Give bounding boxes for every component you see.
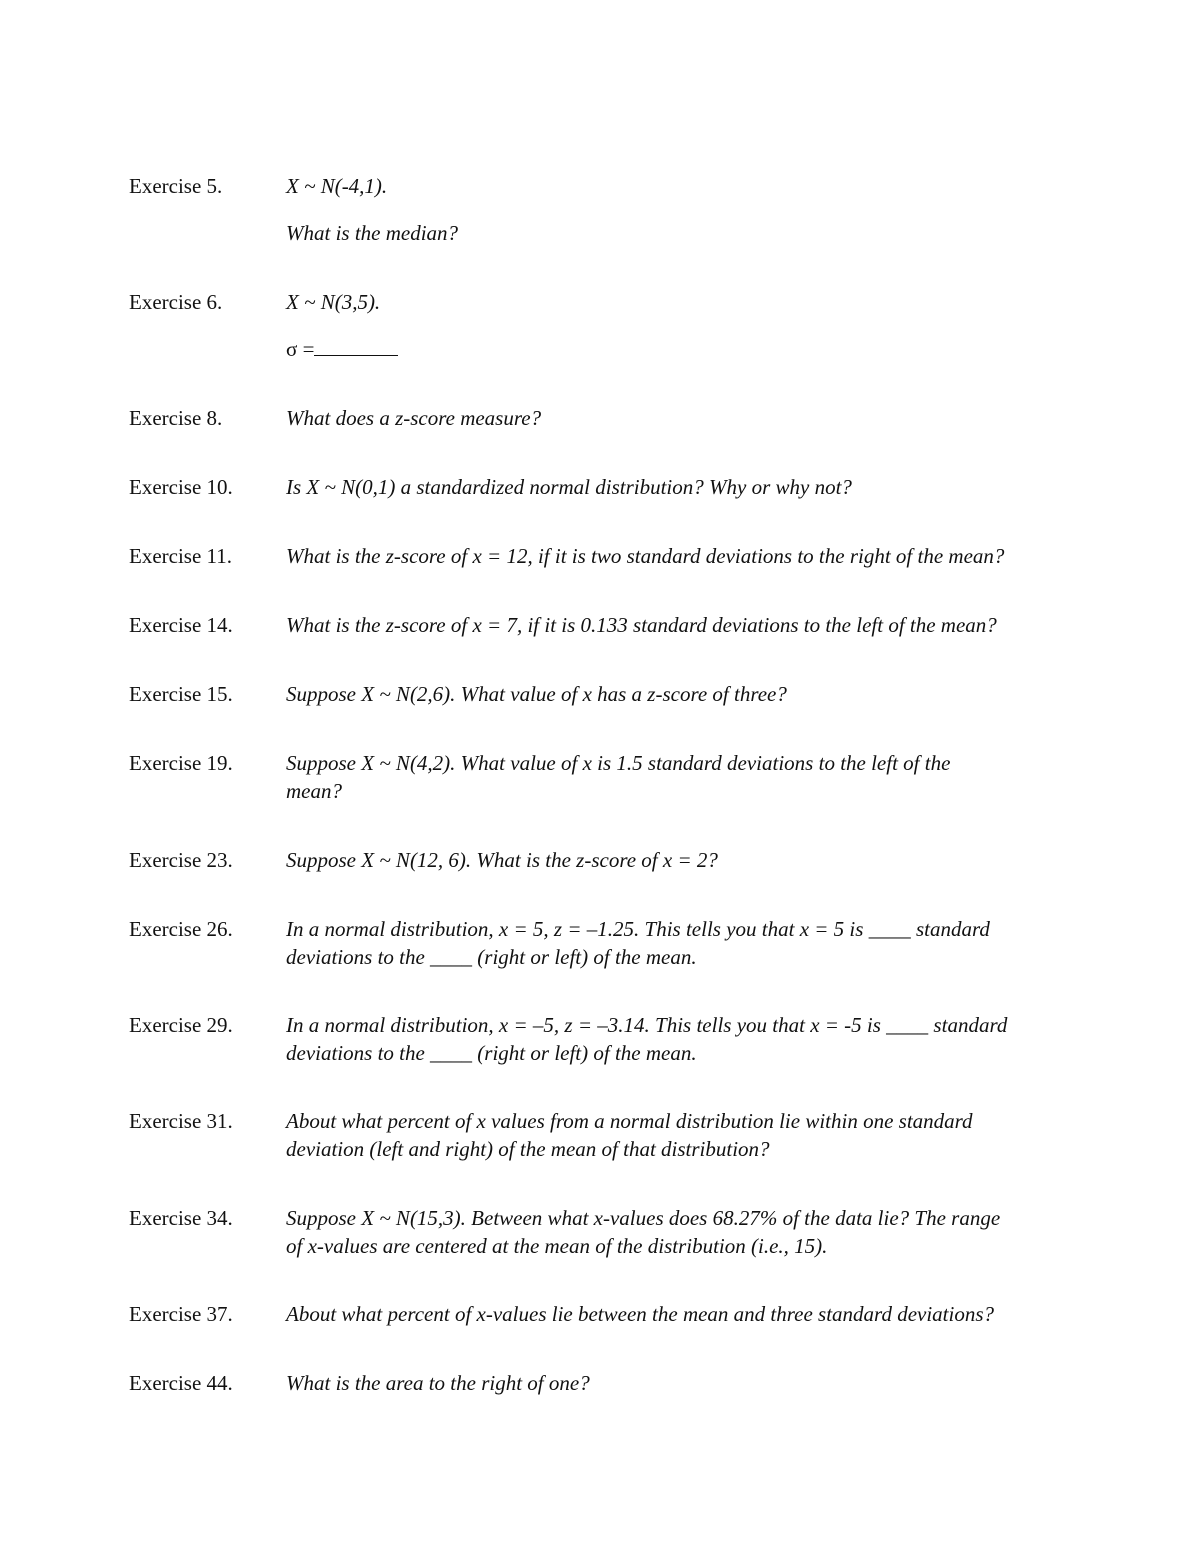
exercise-line: deviation (left and right) of the mean of that distribution? — [286, 1137, 770, 1161]
exercise-line: X ~ N(-4,1). — [286, 174, 388, 198]
exercise-31 — [129, 1107, 1109, 1163]
exercise-line: What is the median? — [286, 221, 459, 245]
exercise-text — [286, 1300, 1109, 1328]
exercise-text — [286, 680, 1109, 708]
exercise-10 — [129, 473, 1109, 501]
exercise-label: Exercise 15. — [129, 682, 233, 706]
exercise-label: Exercise 14. — [129, 613, 233, 637]
exercise-text — [286, 749, 1109, 805]
exercise-line: In a normal distribution, x = –5, z = –3.14. This tells you that x = -5 is ____ standard — [286, 1013, 1008, 1037]
exercise-label: Exercise 37. — [129, 1302, 233, 1326]
exercise-line: deviations to the ____ (right or left) of the mean. — [286, 1041, 697, 1065]
exercise-label: Exercise 23. — [129, 848, 233, 872]
exercise-label: Exercise 11. — [129, 544, 233, 568]
exercise-text — [286, 915, 1109, 971]
exercise-text — [286, 404, 1109, 432]
exercise-34 — [129, 1204, 1109, 1260]
exercise-37 — [129, 1300, 1109, 1328]
exercise-label: Exercise 31. — [129, 1109, 233, 1133]
exercise-14 — [129, 611, 1109, 639]
exercise-line: deviations to the ____ (right or left) of the mean. — [286, 945, 697, 969]
exercise-text — [286, 1107, 1109, 1163]
exercise-label: Exercise 44. — [129, 1371, 233, 1395]
exercise-line: What does a z-score measure? — [286, 406, 542, 430]
exercise-label: Exercise 26. — [129, 917, 233, 941]
exercise-line: Suppose X ~ N(2,6). What value of x has a z-score of three? — [286, 682, 787, 706]
exercise-line: What is the z-score of x = 12, if it is two standard deviations to the right of the mean? — [286, 544, 1005, 568]
exercise-line: What is the z-score of x = 7, if it is 0.133 standard deviations to the left of the mean? — [286, 613, 997, 637]
exercise-label: Exercise 8. — [129, 406, 223, 430]
exercise-15 — [129, 680, 1109, 708]
exercise-label: Exercise 6. — [129, 290, 223, 314]
exercise-text — [286, 1369, 1109, 1397]
exercise-line: Suppose X ~ N(15,3). Between what x-values does 68.27% of the data lie? The range — [286, 1206, 1001, 1230]
exercise-label: Exercise 5. — [129, 174, 223, 198]
exercise-11 — [129, 542, 1109, 570]
sigma-prefix: σ = — [286, 337, 315, 361]
exercise-label: Exercise 10. — [129, 475, 233, 499]
exercise-text — [286, 288, 1109, 363]
exercise-text — [286, 1204, 1109, 1260]
exercise-19 — [129, 749, 1109, 805]
exercise-26 — [129, 915, 1109, 971]
exercise-line: Suppose X ~ N(4,2). What value of x is 1.5 standard deviations to the left of the — [286, 751, 951, 775]
exercise-text — [286, 172, 1109, 247]
exercise-line: In a normal distribution, x = 5, z = –1.25. This tells you that x = 5 is ____ standard — [286, 917, 990, 941]
exercise-text — [286, 542, 1109, 570]
exercise-line: About what percent of x values from a normal distribution lie within one standard — [286, 1109, 973, 1133]
exercise-text — [286, 611, 1109, 639]
exercise-line: Is X ~ N(0,1) a standardized normal distribution? Why or why not? — [286, 475, 852, 499]
exercise-label: Exercise 34. — [129, 1206, 233, 1230]
exercise-line: of x-values are centered at the mean of the distribution (i.e., 15). — [286, 1234, 828, 1258]
sigma-answer-line — [286, 335, 1109, 363]
exercise-label: Exercise 19. — [129, 751, 233, 775]
exercise-line: What is the area to the right of one? — [286, 1371, 590, 1395]
exercise-text — [286, 473, 1109, 501]
exercise-text — [286, 1011, 1109, 1067]
answer-blank — [314, 335, 398, 356]
exercise-line: X ~ N(3,5). — [286, 290, 381, 314]
exercise-5 — [129, 172, 1109, 247]
exercise-29 — [129, 1011, 1109, 1067]
exercise-line: About what percent of x-values lie between the mean and three standard deviations? — [286, 1302, 995, 1326]
exercise-text — [286, 846, 1109, 874]
exercise-6 — [129, 288, 1109, 363]
exercise-line: Suppose X ~ N(12, 6). What is the z-score of x = 2? — [286, 848, 718, 872]
exercise-line: mean? — [286, 779, 342, 803]
exercise-23 — [129, 846, 1109, 874]
exercise-8 — [129, 404, 1109, 432]
exercise-44 — [129, 1369, 1109, 1397]
exercise-label: Exercise 29. — [129, 1013, 233, 1037]
